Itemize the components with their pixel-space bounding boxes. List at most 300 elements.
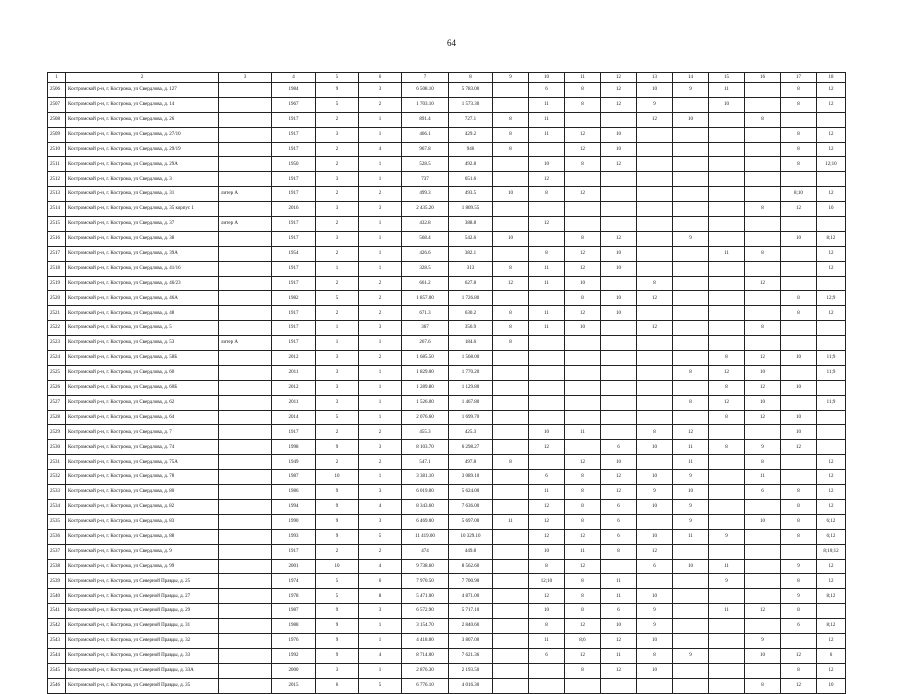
table-cell: 8;12 bbox=[817, 231, 846, 246]
table-cell bbox=[601, 380, 637, 395]
table-cell bbox=[745, 291, 781, 306]
address-cell: Костромской р-н, г. Кострома, ул Свердлова, д. 27/10 bbox=[66, 127, 219, 142]
column-header: 1 bbox=[48, 73, 66, 83]
table-cell: 5 bbox=[359, 529, 402, 544]
table-cell: 12 bbox=[529, 499, 565, 514]
table-cell: 2 bbox=[316, 142, 359, 157]
table-cell: 9 bbox=[745, 633, 781, 648]
table-cell: 12 bbox=[745, 604, 781, 619]
table-cell bbox=[493, 380, 529, 395]
table-cell: 1 bbox=[316, 321, 359, 336]
table-cell: 3 bbox=[316, 231, 359, 246]
row-number-cell: 2508 bbox=[48, 112, 66, 127]
table-cell bbox=[493, 499, 529, 514]
table-cell bbox=[219, 83, 272, 98]
table-cell: 8 bbox=[781, 604, 817, 619]
table-cell bbox=[745, 499, 781, 514]
table-row bbox=[48, 440, 846, 455]
table-cell: 12 bbox=[601, 83, 637, 98]
table-cell: литер А bbox=[219, 336, 272, 351]
table-cell: 1984 bbox=[272, 83, 316, 98]
table-cell bbox=[745, 172, 781, 187]
table-cell: 8 bbox=[745, 202, 781, 217]
table-cell: 12 bbox=[745, 410, 781, 425]
table-cell: 1 829.00 bbox=[402, 365, 449, 380]
table-cell: 10 bbox=[637, 633, 673, 648]
table-cell: 3 bbox=[359, 485, 402, 500]
table-row bbox=[48, 529, 846, 544]
table-cell: 8 bbox=[745, 321, 781, 336]
table-cell bbox=[565, 217, 601, 232]
table-cell: 5 624.00 bbox=[449, 485, 493, 500]
table-cell: 2 076.60 bbox=[402, 410, 449, 425]
table-cell bbox=[219, 589, 272, 604]
table-cell: 8 bbox=[493, 127, 529, 142]
table-cell: 6 bbox=[359, 574, 402, 589]
address-cell: Костромской р-н, г. Кострома, ул Свердлова, д. 29/19 bbox=[66, 142, 219, 157]
table-cell: 1 726.80 bbox=[449, 291, 493, 306]
table-cell: 1 bbox=[359, 157, 402, 172]
table-cell: 8 bbox=[359, 589, 402, 604]
table-cell: 2 bbox=[359, 351, 402, 366]
table-cell: 1917 bbox=[272, 336, 316, 351]
address-cell: Костромской р-н, г. Кострома, ул Свердлова, д. 26 bbox=[66, 112, 219, 127]
table-cell bbox=[673, 678, 709, 693]
table-cell: 9 bbox=[637, 619, 673, 634]
table-cell bbox=[219, 410, 272, 425]
address-cell: Костромской р-н, г. Кострома, ул Свердлова, д. 88 bbox=[66, 529, 219, 544]
table-cell: 455.3 bbox=[402, 425, 449, 440]
table-cell: 8 bbox=[637, 648, 673, 663]
column-header: 17 bbox=[781, 73, 817, 83]
table-cell bbox=[817, 112, 846, 127]
table-cell bbox=[493, 544, 529, 559]
table-cell: 3 bbox=[359, 604, 402, 619]
table-cell: 9 bbox=[781, 559, 817, 574]
table-row bbox=[48, 112, 846, 127]
table-cell: 2 bbox=[316, 544, 359, 559]
address-cell: Костромской р-н, г. Кострома, ул Свердлова, д. 80 bbox=[66, 485, 219, 500]
table-cell bbox=[601, 217, 637, 232]
table-cell bbox=[493, 246, 529, 261]
table-cell: 11 bbox=[529, 112, 565, 127]
table-row bbox=[48, 425, 846, 440]
table-cell bbox=[219, 246, 272, 261]
table-cell bbox=[709, 202, 745, 217]
table-cell bbox=[529, 336, 565, 351]
table-cell bbox=[673, 306, 709, 321]
table-cell bbox=[601, 425, 637, 440]
table-cell: 11 bbox=[601, 574, 637, 589]
table-cell: 6 bbox=[601, 499, 637, 514]
table-cell: 12 bbox=[817, 633, 846, 648]
table-cell bbox=[709, 276, 745, 291]
table-cell bbox=[637, 187, 673, 202]
table-cell bbox=[817, 380, 846, 395]
table-cell: 6 bbox=[601, 514, 637, 529]
table-cell bbox=[745, 306, 781, 321]
table-cell: 1 bbox=[359, 365, 402, 380]
table-cell: 9 bbox=[709, 574, 745, 589]
table-cell: 2 bbox=[359, 306, 402, 321]
table-cell: 1917 bbox=[272, 142, 316, 157]
address-cell: Костромской р-н, г. Кострома, ул Свердлова, д. 48 bbox=[66, 306, 219, 321]
table-cell: 12 bbox=[493, 276, 529, 291]
table-cell bbox=[745, 336, 781, 351]
table-cell bbox=[709, 291, 745, 306]
table-cell: 10 bbox=[709, 97, 745, 112]
table-cell bbox=[709, 663, 745, 678]
table-cell bbox=[745, 217, 781, 232]
column-header: 5 bbox=[316, 73, 359, 83]
table-row bbox=[48, 559, 846, 574]
row-number-cell: 2541 bbox=[48, 604, 66, 619]
address-cell: Костромской р-н, г. Кострома, ул Северной Правды, д. 33А bbox=[66, 663, 219, 678]
table-cell bbox=[565, 351, 601, 366]
table-cell: 12 bbox=[817, 127, 846, 142]
table-cell: 1 467.80 bbox=[449, 395, 493, 410]
table-cell bbox=[637, 306, 673, 321]
table-cell bbox=[745, 97, 781, 112]
table-cell: 8 bbox=[493, 321, 529, 336]
table-cell bbox=[493, 97, 529, 112]
table-cell: 6 572.90 bbox=[402, 604, 449, 619]
table-cell: 8 bbox=[565, 589, 601, 604]
table-cell bbox=[673, 157, 709, 172]
row-number-cell: 2528 bbox=[48, 410, 66, 425]
table-cell bbox=[493, 648, 529, 663]
table-cell: 10 bbox=[745, 648, 781, 663]
table-cell bbox=[637, 678, 673, 693]
table-cell bbox=[529, 455, 565, 470]
table-cell: 1992 bbox=[272, 648, 316, 663]
table-cell bbox=[745, 83, 781, 98]
address-cell: Костромской р-н, г. Кострома, ул Северной Правды, д. 35 bbox=[66, 678, 219, 693]
column-header: 10 bbox=[529, 73, 565, 83]
table-cell: 5 717.10 bbox=[449, 604, 493, 619]
row-number-cell: 2521 bbox=[48, 306, 66, 321]
table-cell bbox=[219, 499, 272, 514]
table-cell bbox=[673, 202, 709, 217]
table-row bbox=[48, 202, 846, 217]
column-header: 14 bbox=[673, 73, 709, 83]
table-cell: 9 bbox=[673, 231, 709, 246]
table-cell: 2 bbox=[316, 306, 359, 321]
table-cell bbox=[781, 336, 817, 351]
table-cell: 492.8 bbox=[449, 157, 493, 172]
row-number-cell: 2546 bbox=[48, 678, 66, 693]
address-cell: Костромской р-н, г. Кострома, ул Свердлова, д. 5 bbox=[66, 321, 219, 336]
table-cell bbox=[529, 678, 565, 693]
table-cell: 6 298.27 bbox=[449, 440, 493, 455]
table-cell: 493.5 bbox=[449, 187, 493, 202]
table-cell: 2 876.30 bbox=[402, 663, 449, 678]
table-cell: 8;12 bbox=[817, 589, 846, 604]
table-cell: 8 bbox=[493, 142, 529, 157]
table-cell bbox=[709, 217, 745, 232]
table-cell bbox=[601, 410, 637, 425]
table-cell: 12 bbox=[601, 97, 637, 112]
table-cell: 10 bbox=[673, 559, 709, 574]
table-cell bbox=[219, 529, 272, 544]
table-cell bbox=[781, 470, 817, 485]
table-cell bbox=[673, 261, 709, 276]
table-cell: 1 bbox=[359, 127, 402, 142]
table-cell bbox=[637, 365, 673, 380]
table-cell bbox=[601, 172, 637, 187]
table-cell bbox=[673, 589, 709, 604]
table-cell: 11 bbox=[601, 589, 637, 604]
row-number-cell: 2513 bbox=[48, 187, 66, 202]
table-cell: 11 bbox=[673, 455, 709, 470]
table-cell: 8 bbox=[529, 246, 565, 261]
table-cell bbox=[493, 678, 529, 693]
table-cell: 382.1 bbox=[449, 246, 493, 261]
table-cell: 11 bbox=[709, 604, 745, 619]
table-cell: 4 bbox=[359, 499, 402, 514]
table-cell: 11 bbox=[493, 514, 529, 529]
table-cell: 12 bbox=[529, 440, 565, 455]
table-cell: 8;10;12 bbox=[817, 544, 846, 559]
table-cell: 6 bbox=[817, 648, 846, 663]
table-cell: 727.1 bbox=[449, 112, 493, 127]
table-cell bbox=[709, 425, 745, 440]
table-cell: 8 bbox=[745, 246, 781, 261]
table-cell: 8 bbox=[601, 544, 637, 559]
table-cell bbox=[219, 157, 272, 172]
table-cell bbox=[781, 276, 817, 291]
table-cell: 630.2 bbox=[449, 306, 493, 321]
column-header: 8 bbox=[449, 73, 493, 83]
table-cell: 2 bbox=[359, 455, 402, 470]
table-cell bbox=[493, 172, 529, 187]
address-cell: Костромской р-н, г. Кострома, ул Свердлова, д. 60Б bbox=[66, 380, 219, 395]
table-row bbox=[48, 499, 846, 514]
address-cell: Костромской р-н, г. Кострома, ул Свердлова, д. 31 bbox=[66, 187, 219, 202]
table-cell bbox=[637, 231, 673, 246]
table-cell: 1 699.70 bbox=[449, 410, 493, 425]
table-cell: 6 bbox=[529, 83, 565, 98]
table-cell: 12 bbox=[817, 485, 846, 500]
table-cell: 8 bbox=[637, 425, 673, 440]
table-cell: 7 700.90 bbox=[449, 574, 493, 589]
table-cell: 10 bbox=[781, 231, 817, 246]
row-number-cell: 2531 bbox=[48, 455, 66, 470]
table-cell: 1988 bbox=[272, 619, 316, 634]
table-cell: 2 bbox=[316, 425, 359, 440]
table-cell: 10 bbox=[601, 246, 637, 261]
table-cell: 8 bbox=[781, 499, 817, 514]
table-cell: 1 bbox=[359, 231, 402, 246]
table-cell: 10 bbox=[601, 455, 637, 470]
table-cell bbox=[219, 365, 272, 380]
table-cell bbox=[709, 336, 745, 351]
table-cell: 11 bbox=[529, 276, 565, 291]
address-cell: Костромской р-н, г. Кострома, ул Свердлова, д. 41/16 bbox=[66, 261, 219, 276]
table-cell: 946 bbox=[449, 142, 493, 157]
table-cell bbox=[493, 485, 529, 500]
table-cell: 474 bbox=[402, 544, 449, 559]
table-cell: 9 bbox=[316, 619, 359, 634]
table-cell: 2 bbox=[316, 455, 359, 470]
table-cell bbox=[219, 425, 272, 440]
table-cell: 8 103.70 bbox=[402, 440, 449, 455]
table-cell bbox=[817, 336, 846, 351]
table-cell: 6 bbox=[637, 559, 673, 574]
table-cell: 11 bbox=[529, 97, 565, 112]
table-cell: 12 bbox=[565, 187, 601, 202]
table-cell: 1976 bbox=[272, 633, 316, 648]
table-cell bbox=[601, 365, 637, 380]
table-cell: 10 bbox=[745, 514, 781, 529]
table-cell: 5 bbox=[316, 97, 359, 112]
table-cell bbox=[673, 142, 709, 157]
table-cell bbox=[637, 410, 673, 425]
table-cell: 10 bbox=[637, 470, 673, 485]
table-cell bbox=[219, 127, 272, 142]
table-row bbox=[48, 633, 846, 648]
table-cell bbox=[493, 351, 529, 366]
table-cell: 12 bbox=[565, 559, 601, 574]
column-header: 12 bbox=[601, 73, 637, 83]
table-cell: 6 bbox=[601, 440, 637, 455]
row-number-cell: 2524 bbox=[48, 351, 66, 366]
table-cell: 9 bbox=[316, 604, 359, 619]
table-cell: 8 bbox=[493, 112, 529, 127]
table-cell: 12;10 bbox=[817, 157, 846, 172]
table-cell bbox=[219, 112, 272, 127]
table-cell: 11 419.00 bbox=[402, 529, 449, 544]
table-cell: 1 568.00 bbox=[449, 351, 493, 366]
table-cell: 1 bbox=[359, 380, 402, 395]
table-cell: 12 bbox=[817, 574, 846, 589]
table-cell: 1917 bbox=[272, 187, 316, 202]
table-cell: 9 bbox=[673, 83, 709, 98]
table-cell: 1 573.30 bbox=[449, 97, 493, 112]
table-cell: 10 bbox=[817, 678, 846, 693]
table-cell: 627.8 bbox=[449, 276, 493, 291]
table-cell bbox=[745, 529, 781, 544]
column-header: 2 bbox=[66, 73, 219, 83]
table-cell bbox=[817, 440, 846, 455]
table-cell: 1987 bbox=[272, 604, 316, 619]
address-cell: Костромской р-н, г. Кострома, ул Северной Правды, д. 32 bbox=[66, 633, 219, 648]
table-cell bbox=[529, 663, 565, 678]
table-cell: 1 bbox=[359, 395, 402, 410]
table-cell: 1 685.50 bbox=[402, 351, 449, 366]
table-cell: 2 840.60 bbox=[449, 619, 493, 634]
table-cell bbox=[673, 97, 709, 112]
table-cell: 1986 bbox=[272, 485, 316, 500]
table-cell: 10 bbox=[316, 559, 359, 574]
table-cell: 8 bbox=[565, 604, 601, 619]
table-cell: 3 bbox=[359, 514, 402, 529]
table-cell: 12 bbox=[709, 365, 745, 380]
table-cell: 499.3 bbox=[402, 187, 449, 202]
table-cell: 1 bbox=[359, 619, 402, 634]
table-cell: 11 bbox=[565, 425, 601, 440]
table-cell: 12 bbox=[745, 351, 781, 366]
table-cell bbox=[709, 499, 745, 514]
table-cell bbox=[529, 142, 565, 157]
address-cell: Костромской р-н, г. Кострома, ул Северной Правды, д. 33 bbox=[66, 648, 219, 663]
table-cell bbox=[601, 321, 637, 336]
table-cell bbox=[817, 276, 846, 291]
column-header: 15 bbox=[709, 73, 745, 83]
table-cell: 12 bbox=[565, 127, 601, 142]
table-cell: 1 bbox=[316, 336, 359, 351]
table-cell: 8 bbox=[529, 619, 565, 634]
table-cell bbox=[709, 187, 745, 202]
table-cell bbox=[637, 142, 673, 157]
table-cell bbox=[493, 410, 529, 425]
table-row bbox=[48, 306, 846, 321]
table-cell bbox=[219, 97, 272, 112]
address-cell: Костромской р-н, г. Кострома, ул Свердлова, д. 29А bbox=[66, 157, 219, 172]
table-cell bbox=[673, 633, 709, 648]
table-cell bbox=[529, 231, 565, 246]
table-cell: 4 bbox=[359, 648, 402, 663]
table-cell bbox=[817, 425, 846, 440]
table-cell bbox=[781, 112, 817, 127]
table-row bbox=[48, 648, 846, 663]
table-cell: 10 bbox=[781, 425, 817, 440]
table-cell: 5 bbox=[316, 574, 359, 589]
table-cell: 5 697.00 bbox=[449, 514, 493, 529]
row-number-cell: 2509 bbox=[48, 127, 66, 142]
row-number-cell: 2535 bbox=[48, 514, 66, 529]
table-cell bbox=[673, 321, 709, 336]
table-cell: 12 bbox=[601, 663, 637, 678]
table-cell: 8 bbox=[709, 380, 745, 395]
table-cell: 10 bbox=[637, 83, 673, 98]
address-cell: Костромской р-н, г. Кострома, ул Свердлова, д. 58Б bbox=[66, 351, 219, 366]
table-cell: 6 bbox=[781, 619, 817, 634]
table-cell bbox=[745, 261, 781, 276]
table-cell: 9 bbox=[781, 589, 817, 604]
table-cell: 3 381.10 bbox=[402, 470, 449, 485]
table-cell: 8 bbox=[529, 187, 565, 202]
table-cell bbox=[219, 574, 272, 589]
table-cell bbox=[745, 127, 781, 142]
table-cell: 12 bbox=[565, 306, 601, 321]
table-cell: 4 418.00 bbox=[402, 633, 449, 648]
table-cell bbox=[219, 306, 272, 321]
address-cell: Костромской р-н, г. Кострома, ул Свердлова, д. 99 bbox=[66, 559, 219, 574]
table-cell: 11 bbox=[709, 83, 745, 98]
table-cell bbox=[673, 187, 709, 202]
table-cell: 8 bbox=[781, 574, 817, 589]
table-cell: 3 bbox=[316, 395, 359, 410]
table-cell bbox=[673, 217, 709, 232]
table-cell: 8 bbox=[781, 291, 817, 306]
table-cell: 12 bbox=[745, 380, 781, 395]
row-number-cell: 2517 bbox=[48, 246, 66, 261]
row-number-cell: 2520 bbox=[48, 291, 66, 306]
table-cell: 5 783.00 bbox=[449, 83, 493, 98]
row-number-cell: 2519 bbox=[48, 276, 66, 291]
table-cell bbox=[219, 202, 272, 217]
table-cell: 1 bbox=[359, 172, 402, 187]
table-cell: 2 193.50 bbox=[449, 663, 493, 678]
table-cell: 12 bbox=[601, 633, 637, 648]
table-cell: 2 bbox=[316, 246, 359, 261]
table-row bbox=[48, 395, 846, 410]
row-number-cell: 2530 bbox=[48, 440, 66, 455]
table-cell: 8 bbox=[709, 351, 745, 366]
table-cell: 9 bbox=[316, 83, 359, 98]
table-cell: 429.2 bbox=[449, 127, 493, 142]
